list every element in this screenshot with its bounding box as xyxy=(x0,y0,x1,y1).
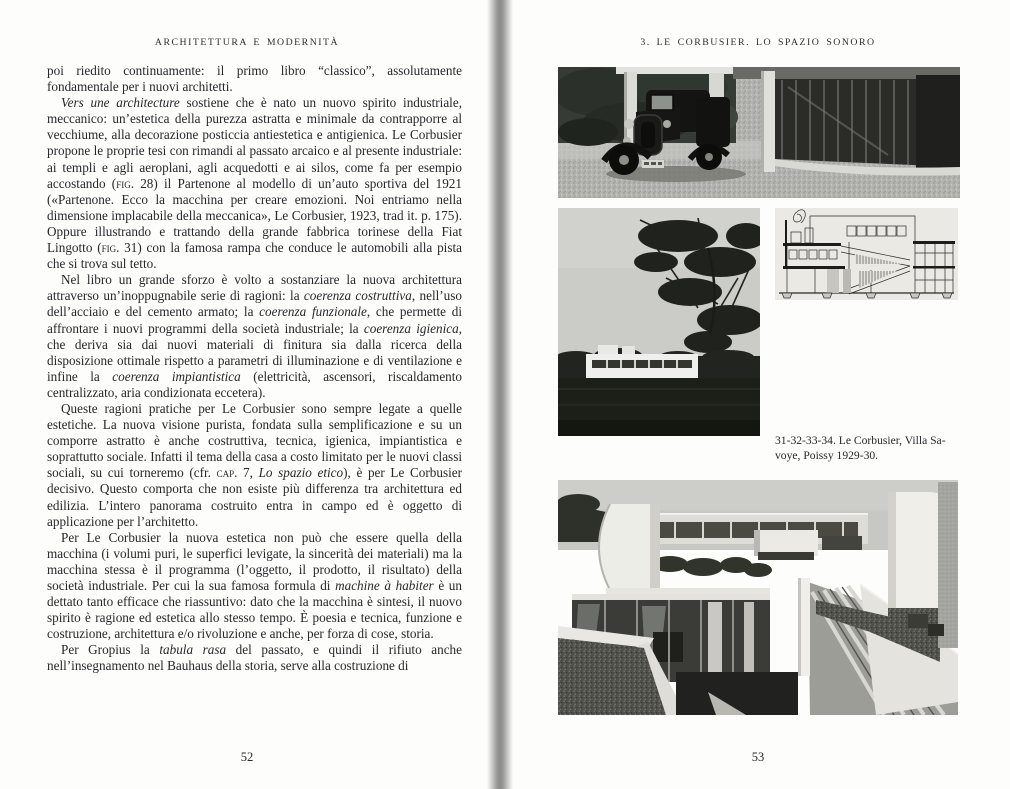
distant-trees xyxy=(558,494,606,542)
text-run: Per Gropius la xyxy=(61,642,160,658)
text-run: coerenza funzionale xyxy=(259,304,367,320)
caption-line: 31-32-33-34. Le Corbusier, Villa Sa- xyxy=(775,434,946,447)
paragraph xyxy=(47,63,462,95)
text-run: è un dettato tanto efficace che riassuntivo: dato che la macchina è sintesi, il nuovo spirito è ragione ed estetica allo stesso tempo. È poesia e tecnica, funzione e costruzione, architettura e/o rivoluzione e anche, per forza di cose, storia. xyxy=(47,578,462,642)
paragraph xyxy=(47,95,462,272)
paragraph xyxy=(47,401,462,530)
text-run: coerenza igienica xyxy=(363,320,459,336)
body-text xyxy=(47,63,462,675)
text-run: 7, xyxy=(237,465,259,481)
text-run: machine à habiter xyxy=(335,578,434,593)
figure-photo-villa-from-meadow xyxy=(558,208,760,436)
text-run: coerenza costruttiva xyxy=(303,288,412,304)
text-run: , che permette di affrontare i nuovi programmi della società industriale; la xyxy=(47,304,462,336)
book-gutter-shadow xyxy=(487,0,513,789)
figure-photo-car-under-pilotis xyxy=(558,67,960,198)
drawing-villa-section xyxy=(775,208,958,300)
paragraph xyxy=(47,530,462,643)
page-number-left: 52 xyxy=(240,750,254,764)
court-shadow xyxy=(676,672,798,715)
text-run: Vers une architecture xyxy=(61,95,180,111)
figure-photo-roof-terrace-ramp xyxy=(558,480,958,715)
text-run: Per Le Corbusier la nuova estetica non può che essere quella della macchina (i volumi puri, le superfici levigate, la sincerità dei materiali) ma la macchina stessa è il programma (l’oggetto, il prodotto, il risultato) della società industriale. Per cui la sua famosa formula di xyxy=(47,529,462,593)
pilotis-column xyxy=(761,71,775,172)
text-run: fig. xyxy=(101,240,120,256)
textured-wall xyxy=(938,482,958,648)
text-run: Lo spazio etico xyxy=(258,465,344,481)
text-run: , nell’uso dell’acciaio e del cemento armato; la xyxy=(47,288,462,320)
text-run: 28) il Partenone al modello di un’auto sportiva del 1921 («Partenone. Ecco la macchina per creare emozioni. Noi entriamo nella dimensione implacabile della meccanica», Le Corbusier, 1923, trad it. p. 175). Oppure illustrando e trattando della grande fabbrica torinese della Fiat Lingotto ( xyxy=(47,175,462,256)
left-solarium-cylinder xyxy=(599,504,660,590)
text-run: coerenza impiantistica xyxy=(112,368,241,384)
photo-villa-from-meadow xyxy=(558,208,760,436)
page-number-right: 53 xyxy=(751,750,765,764)
paragraph xyxy=(47,272,462,401)
text-run: tabula rasa xyxy=(159,642,227,658)
figure-drawing-villa-section xyxy=(775,208,958,300)
text-run: del passato, e quindi il rifiuto anche nell’insegnamento nel Bauhaus della storia, serve alla costruzione di xyxy=(47,642,463,674)
text-run: ), è per Le Corbusier decisivo. Questo comporta che non esiste più differenza tra architettura ed edilizia. L’intero panorama costruito entra in campo ed è oggetto di applicazione per l’architetto. xyxy=(47,465,462,529)
text-run: Nel libro un grande sforzo è volto a sostanziare la nuova architettura attraverso un’inoppugnabile serie di ragioni: la xyxy=(47,272,462,304)
text-run: (elettricità, ascensori, riscaldamento centralizzato, aria condizionata eccetera). xyxy=(47,368,463,400)
meadow xyxy=(558,378,760,436)
figure-caption xyxy=(775,434,967,463)
photo-roof-terrace-ramp xyxy=(558,480,958,715)
running-header-right: 3. LE CORBUSIER. LO SPAZIO SONORO xyxy=(640,37,876,48)
text-run: fig. xyxy=(116,175,134,191)
paragraph xyxy=(47,642,462,674)
text-run: 31) con la famosa rampa che conduce le automobili alla pista che si trova sul tetto. xyxy=(47,240,462,272)
dark-wall xyxy=(916,75,960,169)
running-header-left: ARCHITETTURA E MODERNITÀ xyxy=(154,37,340,48)
caption-line: voye, Poissy 1929-30. xyxy=(775,448,879,462)
text-run: sostiene che è nato un nuovo spirito industriale, meccanico: un’estetica della purezza astratta e minimale da contrapporre al vecchiume, alla decorazione posticcia antiestetica e antigienica. Le Corbusier propone le proprie tesi con rimandi al passato arcaico e al presente industriale: ai templi e agli aeroplani, agli acquedotti e ai silos, come fa per esempio accostando ( xyxy=(47,95,462,191)
text-run: Queste ragioni pratiche per Le Corbusier sono sempre legate a quelle estetiche. La nuova visione purista, fondata sulla semplificazione e su un comporre astratto è anche costruttiva, tecnica, igienica, impiantistica e soprattutto sociale. Infatti il tema della casa a costo limitato per le nuovi classi sociali, su cui torneremo (cfr. xyxy=(47,400,462,481)
text-run: poi riedito continuamente: il primo libro “classico”, assolutamente fondamentale per i nuovi architetti. xyxy=(47,63,462,95)
text-run: , che deriva sia dai nuovi materiali di finitura sia dalla ricerca della disposizione ottimale rispetto a parametri di illuminazione e di ventilazione e infine la xyxy=(47,320,462,384)
photo-car-under-pilotis xyxy=(558,67,960,198)
text-run: cap. xyxy=(216,465,238,481)
